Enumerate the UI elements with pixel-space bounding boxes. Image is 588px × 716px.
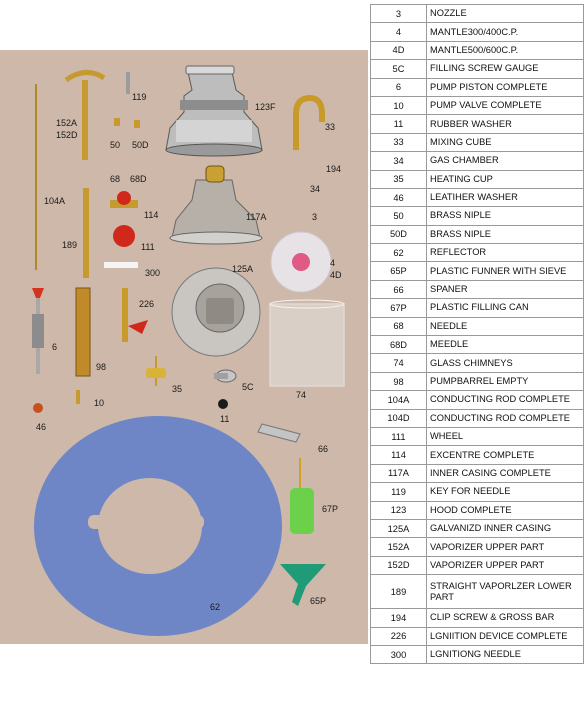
parts-table-body bbox=[371, 5, 584, 664]
reflector-part bbox=[34, 416, 282, 636]
heating-cup-part bbox=[146, 356, 166, 386]
table-row bbox=[371, 354, 584, 372]
table-row bbox=[371, 170, 584, 188]
label-194: 194 bbox=[326, 164, 342, 174]
label-98: 98 bbox=[96, 362, 107, 372]
label-65P: 65P bbox=[310, 596, 327, 606]
mixing-cube-part bbox=[296, 98, 322, 150]
table-row bbox=[371, 627, 584, 645]
label-189: 189 bbox=[62, 240, 78, 250]
part-number-cell: 6 bbox=[371, 78, 427, 96]
part-description-cell: RUBBER WASHER bbox=[427, 115, 584, 133]
part-number-cell: 50D bbox=[371, 225, 427, 243]
ignition-device-part bbox=[122, 288, 148, 342]
label-4: 4 bbox=[330, 258, 336, 268]
table-row bbox=[371, 115, 584, 133]
part-description-cell: PLASTIC FILLING CAN bbox=[427, 299, 584, 317]
table-row bbox=[371, 519, 584, 537]
needle-key-part bbox=[126, 72, 130, 94]
part-description-cell: CONDUCTING ROD COMPLETE bbox=[427, 391, 584, 409]
part-number-cell: 123 bbox=[371, 501, 427, 519]
part-description-cell: BRASS NIPLE bbox=[427, 225, 584, 243]
part-description-cell: NEEDLE bbox=[427, 317, 584, 335]
table-row bbox=[371, 409, 584, 427]
part-number-cell: 3 bbox=[371, 5, 427, 23]
table-row bbox=[371, 483, 584, 501]
part-number-cell: 65P bbox=[371, 262, 427, 280]
part-number-cell: 74 bbox=[371, 354, 427, 372]
label-5C: 5C bbox=[242, 382, 254, 392]
part-description-cell: STRAIGHT VAPORLZER LOWER PART bbox=[427, 575, 584, 609]
label-67P: 67P bbox=[322, 504, 339, 514]
spanner-part bbox=[258, 424, 300, 442]
label-11: 11 bbox=[220, 414, 230, 424]
part-number-cell: 4 bbox=[371, 23, 427, 41]
part-description-cell: REFLECTOR bbox=[427, 244, 584, 262]
leather-washer-part bbox=[33, 403, 43, 413]
part-description-cell: PUMPBARREL EMPTY bbox=[427, 372, 584, 390]
part-description-cell: PUMP VALVE COMPLETE bbox=[427, 96, 584, 114]
table-row bbox=[371, 609, 584, 627]
table-row bbox=[371, 336, 584, 354]
part-number-cell: 194 bbox=[371, 609, 427, 627]
part-description-cell: BRASS NIPLE bbox=[427, 207, 584, 225]
filling-can-part bbox=[290, 458, 314, 534]
table-row bbox=[371, 645, 584, 663]
table-row bbox=[371, 5, 584, 23]
part-number-cell: 68D bbox=[371, 336, 427, 354]
table-row bbox=[371, 556, 584, 574]
part-description-cell: CONDUCTING ROD COMPLETE bbox=[427, 409, 584, 427]
part-description-cell: LGNIITION DEVICE COMPLETE bbox=[427, 627, 584, 645]
table-row bbox=[371, 575, 584, 609]
table-row bbox=[371, 133, 584, 151]
table-row bbox=[371, 244, 584, 262]
label-66: 66 bbox=[318, 444, 329, 454]
part-description-cell: GALVANIZD INNER CASING bbox=[427, 519, 584, 537]
table-row bbox=[371, 262, 584, 280]
filling-screw-part bbox=[214, 370, 236, 382]
label-104A: 104A bbox=[44, 196, 66, 206]
label-33: 33 bbox=[325, 122, 336, 132]
part-number-cell: 117A bbox=[371, 464, 427, 482]
label-6: 6 bbox=[52, 342, 58, 352]
part-description-cell: SPANER bbox=[427, 280, 584, 298]
part-number-cell: 104A bbox=[371, 391, 427, 409]
label-123F: 123F bbox=[255, 102, 276, 112]
label-68D: 68D bbox=[130, 174, 147, 184]
table-row bbox=[371, 391, 584, 409]
table-row bbox=[371, 501, 584, 519]
part-description-cell: PLASTIC FUNNER WITH SIEVE bbox=[427, 262, 584, 280]
part-number-cell: 5C bbox=[371, 60, 427, 78]
part-description-cell: CLIP SCREW & GROSS BAR bbox=[427, 609, 584, 627]
label-50: 50 bbox=[110, 140, 121, 150]
galvanized-casing-part bbox=[172, 268, 260, 356]
label-3: 3 bbox=[312, 212, 318, 222]
part-description-cell: VAPORIZER UPPER PART bbox=[427, 538, 584, 556]
part-description-cell: EXCENTRE COMPLETE bbox=[427, 446, 584, 464]
vaporizer-part bbox=[66, 72, 104, 160]
label-226: 226 bbox=[139, 299, 155, 309]
label-119: 119 bbox=[132, 92, 147, 102]
part-number-cell: 10 bbox=[371, 96, 427, 114]
part-number-cell: 226 bbox=[371, 627, 427, 645]
label-50D: 50D bbox=[132, 140, 149, 150]
part-description-cell: FILLING SCREW GAUGE bbox=[427, 60, 584, 78]
part-number-cell: 67P bbox=[371, 299, 427, 317]
glass-chimney-part bbox=[270, 300, 344, 386]
part-description-cell: GLASS CHIMNEYS bbox=[427, 354, 584, 372]
table-row bbox=[371, 188, 584, 206]
label-111: 111 bbox=[141, 242, 155, 252]
part-description-cell: MIXING CUBE bbox=[427, 133, 584, 151]
part-description-cell: HOOD COMPLETE bbox=[427, 501, 584, 519]
part-description-cell: HEATING CUP bbox=[427, 170, 584, 188]
inner-casing-part bbox=[170, 166, 262, 244]
excentre-part bbox=[110, 191, 138, 208]
label-46: 46 bbox=[36, 422, 47, 432]
part-number-cell: 33 bbox=[371, 133, 427, 151]
part-number-cell: 125A bbox=[371, 519, 427, 537]
label-125A: 125A bbox=[232, 264, 254, 274]
table-row bbox=[371, 299, 584, 317]
part-number-cell: 34 bbox=[371, 152, 427, 170]
part-number-cell: 35 bbox=[371, 170, 427, 188]
label-62: 62 bbox=[210, 602, 221, 612]
part-number-cell: 11 bbox=[371, 115, 427, 133]
label-114: 114 bbox=[144, 210, 159, 220]
pump-piston-part bbox=[32, 288, 44, 374]
hood-part bbox=[166, 66, 262, 156]
table-row bbox=[371, 152, 584, 170]
table-row bbox=[371, 207, 584, 225]
part-number-cell: 46 bbox=[371, 188, 427, 206]
table-row bbox=[371, 41, 584, 59]
part-number-cell: 119 bbox=[371, 483, 427, 501]
label-10: 10 bbox=[94, 398, 105, 408]
label-34: 34 bbox=[310, 184, 321, 194]
table-row bbox=[371, 78, 584, 96]
part-description-cell: KEY FOR NEEDLE bbox=[427, 483, 584, 501]
part-number-cell: 4D bbox=[371, 41, 427, 59]
table-row bbox=[371, 280, 584, 298]
table-row bbox=[371, 464, 584, 482]
part-number-cell: 300 bbox=[371, 645, 427, 663]
table-row bbox=[371, 317, 584, 335]
part-number-cell: 104D bbox=[371, 409, 427, 427]
label-152A: 152A bbox=[56, 118, 78, 128]
mantle-part bbox=[271, 232, 331, 292]
label-35: 35 bbox=[172, 384, 183, 394]
pump-barrel-part bbox=[76, 288, 90, 376]
part-description-cell: INNER CASING COMPLETE bbox=[427, 464, 584, 482]
part-description-cell: NOZZLE bbox=[427, 5, 584, 23]
part-number-cell: 98 bbox=[371, 372, 427, 390]
part-number-cell: 66 bbox=[371, 280, 427, 298]
wheel-part bbox=[113, 225, 135, 247]
label-117A: 117A bbox=[246, 212, 267, 222]
lower-vaporizer-part bbox=[83, 188, 89, 278]
part-number-cell: 68 bbox=[371, 317, 427, 335]
part-description-cell: WHEEL bbox=[427, 427, 584, 445]
part-number-cell: 114 bbox=[371, 446, 427, 464]
table-row bbox=[371, 60, 584, 78]
part-number-cell: 189 bbox=[371, 575, 427, 609]
part-number-cell: 152D bbox=[371, 556, 427, 574]
label-4D: 4D bbox=[330, 270, 342, 280]
table-row bbox=[371, 538, 584, 556]
part-description-cell: GAS CHAMBER bbox=[427, 152, 584, 170]
rubber-washer-part bbox=[218, 399, 228, 409]
label-74: 74 bbox=[296, 390, 307, 400]
parts-table bbox=[370, 4, 584, 664]
part-description-cell: MEEDLE bbox=[427, 336, 584, 354]
part-description-cell: LEATIHER WASHER bbox=[427, 188, 584, 206]
ignition-needle-part bbox=[104, 262, 138, 268]
part-number-cell: 62 bbox=[371, 244, 427, 262]
pump-valve-part bbox=[76, 390, 80, 404]
part-number-cell: 50 bbox=[371, 207, 427, 225]
table-row bbox=[371, 427, 584, 445]
part-description-cell: MANTLE300/400C.P. bbox=[427, 23, 584, 41]
table-row bbox=[371, 372, 584, 390]
label-300: 300 bbox=[145, 268, 161, 278]
table-row bbox=[371, 96, 584, 114]
table-row bbox=[371, 23, 584, 41]
parts-photo bbox=[0, 50, 368, 644]
part-description-cell: LGNITIONG NEEDLE bbox=[427, 645, 584, 663]
label-68: 68 bbox=[110, 174, 121, 184]
table-row bbox=[371, 225, 584, 243]
table-row bbox=[371, 446, 584, 464]
label-152D: 152D bbox=[56, 130, 78, 140]
part-description-cell: PUMP PISTON COMPLETE bbox=[427, 78, 584, 96]
part-description-cell: MANTLE500/600C.P. bbox=[427, 41, 584, 59]
part-description-cell: VAPORIZER UPPER PART bbox=[427, 556, 584, 574]
part-number-cell: 152A bbox=[371, 538, 427, 556]
part-number-cell: 111 bbox=[371, 427, 427, 445]
